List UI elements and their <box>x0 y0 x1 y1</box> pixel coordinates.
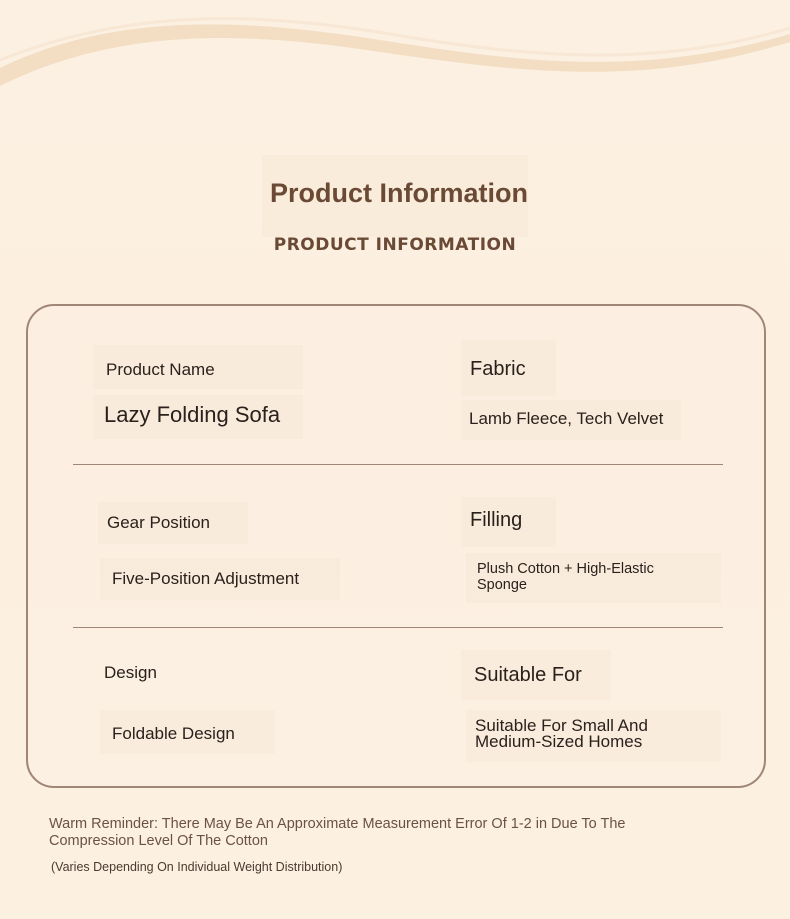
spec-value-filling: Plush Cotton + High-Elastic Sponge <box>477 561 654 593</box>
spec-value-product-name: Lazy Folding Sofa <box>104 402 281 427</box>
row-divider <box>73 627 723 628</box>
spec-value-fabric: Lamb Fleece, Tech Velvet <box>469 409 664 428</box>
spec-value-suitable-for: Suitable For Small And Medium-Sized Homes <box>475 716 648 751</box>
spec-label-gear-position: Gear Position <box>107 513 210 532</box>
decorative-wave <box>0 0 790 110</box>
row-divider <box>73 464 723 465</box>
page-title: Product Information <box>270 178 528 208</box>
spec-label-design: Design <box>104 663 157 682</box>
spec-value-design: Foldable Design <box>112 724 235 743</box>
spec-label-fabric: Fabric <box>470 358 526 380</box>
warm-reminder-text: Warm Reminder: There May Be An Approximate Measurement Error Of 1-2 in Due To The Compression Level Of The Cotton <box>49 816 626 849</box>
weight-distribution-note: (Varies Depending On Individual Weight Distribution) <box>51 860 343 874</box>
page-subtitle: PRODUCT INFORMATION <box>273 235 517 255</box>
spec-label-suitable-for: Suitable For <box>474 664 582 686</box>
spec-value-gear-position: Five-Position Adjustment <box>112 569 300 588</box>
spec-label-product-name: Product Name <box>106 360 215 379</box>
spec-label-filling: Filling <box>470 509 523 531</box>
